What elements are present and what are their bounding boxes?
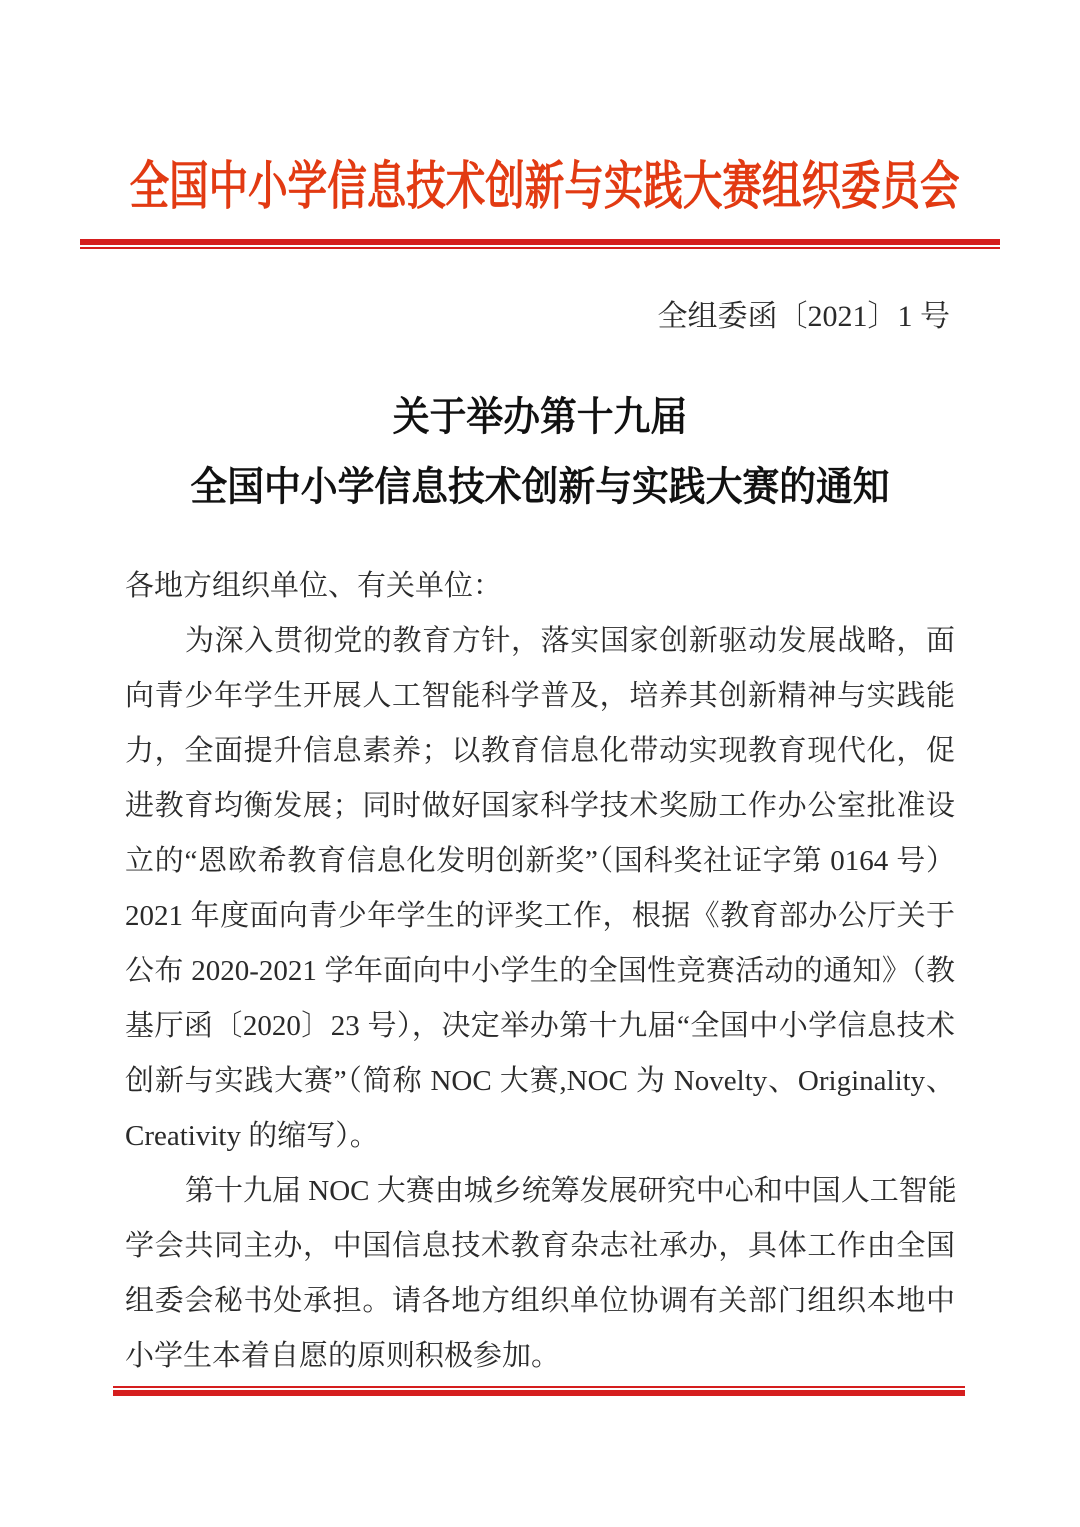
body-line: 2021 年度面向青少年学生的评奖工作，根据《教育部办公厅关于: [125, 900, 955, 932]
body-line: 进教育均衡发展；同时做好国家科学技术奖励工作办公室批准设: [125, 790, 955, 822]
document-number: 全组委函〔2021〕1 号: [657, 300, 950, 333]
notice-title-line1: 关于举办第十九届: [392, 394, 688, 439]
top-rule-thin-line: [80, 247, 1000, 249]
top-double-rule: [80, 239, 1000, 249]
body-line: 力，全面提升信息素养；以教育信息化带动实现教育现代化，促: [125, 735, 955, 767]
body-line: 向青少年学生开展人工智能科学普及，培养其创新精神与实践能: [125, 680, 955, 712]
body-paragraph-2: [125, 1164, 955, 1384]
body-line: 第十九届 NOC 大赛由城乡统筹发展研究中心和中国人工智能: [185, 1175, 957, 1207]
body-line: 基厅函〔2020〕23 号），决定举办第十九届“全国中小学信息技术: [125, 1010, 955, 1042]
body-line: Creativity 的缩写）。: [125, 1120, 379, 1152]
notice-body: [125, 559, 955, 1384]
notice-title-line2: 全国中小学信息技术创新与实践大赛的通知: [190, 464, 890, 509]
body-line: 小学生本着自愿的原则积极参加。: [125, 1340, 561, 1372]
masthead-title: 全国中小学信息技术创新与实践大赛组织委员会: [129, 159, 960, 216]
body-line: 立的“恩欧希教育信息化发明创新奖”（国科奖社证字第 0164 号）: [125, 845, 955, 877]
body-line: 为深入贯彻党的教育方针，落实国家创新驱动发展战略，面: [185, 625, 955, 657]
salutation: 各地方组织单位、有关单位：: [125, 570, 503, 602]
bottom-double-rule: [113, 1386, 965, 1396]
body-line: 公布 2020-2021 学年面向中小学生的全国性竞赛活动的通知》（教: [125, 955, 955, 987]
bottom-rule-thick-line: [113, 1390, 965, 1396]
body-paragraph-1: [125, 614, 955, 1164]
body-line: 创新与实践大赛”（简称 NOC 大赛,NOC 为 Novelty、Originality、: [125, 1065, 955, 1097]
body-line: 学会共同主办，中国信息技术教育杂志社承办，具体工作由全国: [125, 1230, 955, 1262]
body-line: 组委会秘书处承担。请各地方组织单位协调有关部门组织本地中: [125, 1285, 955, 1317]
